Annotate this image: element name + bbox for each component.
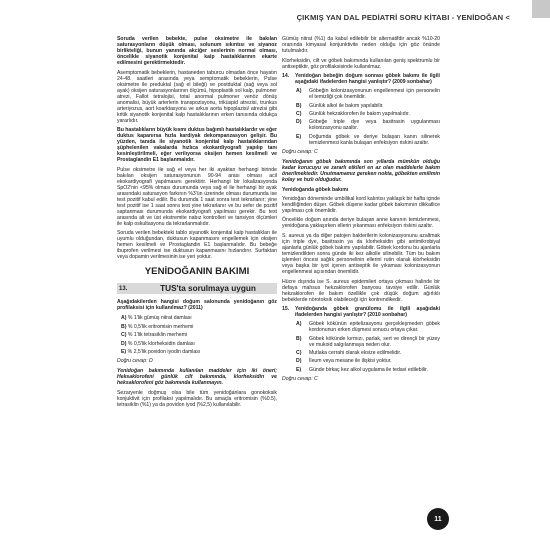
corner-tab xyxy=(532,0,550,18)
option-c: C) % 1'lik tetrasiklin merhemi xyxy=(121,332,188,339)
option-b: B) % 0,5'lik eritromisin merhemi xyxy=(121,323,194,330)
correct-answer: Doğru cevap: C xyxy=(282,148,318,155)
option-a: A) % 1'lik gümüş nitrat damlası xyxy=(121,314,192,321)
question-text: Yenidoğan bebeğin doğum sonrası göbek bakımı ile ilgili aşağıdaki ifadelerden hangisi yanlıştır? (2009 sonbahar) xyxy=(295,73,440,86)
question-banner xyxy=(117,283,277,294)
option-a: A) Göbeğin kolonizasyonunun engellenmesi için personelin el temizliği çok önemlidir. xyxy=(296,88,440,101)
option-a: A) Göbek kökünün epitelizasyonu gerçekleşmeden göbek kordonunun erken düşmesi sonucu ortaya çıkar. xyxy=(296,321,440,334)
correct-answer: Doğru cevap: C xyxy=(282,375,318,382)
correct-answer: Doğru cevap: D xyxy=(117,358,153,365)
page-number: 11 xyxy=(434,515,442,523)
explanation-paragraph: Yenidoğanın göbek bakımında son yıllarda mümkün olduğu kadar korucuyu ve zararlı etkileri en az olan maddelerle bakım önerilmektedir. Unutmamamız gereken nokta, göbekten emilimin kolay ve hızlı olduğudur. xyxy=(282,158,440,183)
subheading: Yenidoğanda göbek bakımı xyxy=(282,186,349,193)
explanation-paragraph: Klorheksidin, cilt ve göbek bakımında kullanılan geniş spektrumlu bir antiseptiktir, göz profilaksisinde kullanılmaz. xyxy=(282,57,440,70)
explanation-paragraph: Yenidoğan döneminde umbilikal kord kalıntısı yaklaşık bir hafta içinde kendiliğinden düşer. Göbek düşene kadar göbek bakımının dikkatlice yapılması çok önemlidir. xyxy=(282,195,440,214)
right-column xyxy=(282,36,440,386)
section-title: YENİDOĞANIN BAKIMI xyxy=(144,266,250,278)
header-title: ÇIKMIŞ YAN DAL PEDİATRİ SORU KİTABI - YENİDOĞAN xyxy=(296,13,504,22)
question-number: 15. xyxy=(282,306,290,313)
option-e: E) Günde birkaç kez alkol uygulama ile tedavi edilebilir. xyxy=(296,366,428,373)
explanation-paragraph: Yenidoğan bakımında kullanılan maddeler için iki öneri; Heksaklorofeni günlük cilt bakımında, klorheksidin ve heksaklorofeni göz bakımında kullanmayın. xyxy=(117,368,277,387)
option-c: C) Günlük hekzaklorofen ile bakım yapılmalıdır. xyxy=(296,110,410,117)
explanation-paragraph: Asemptomatik bebeklerin, hastaneden taburcu olmadan önce hayatın 24-48. saatleri arasında yeya semptomatik bebeklerin, Pulse oksimetre ile preduktal (sağ el bileği) ve postduktal (sağ veya sol ayak) oksijen saturasyonlarının ölçümü, hipoplastik sol kalp, pulmoner atrezi, Fallot tetralojisi, total anormal pulmoner venöz dönüş anomalisi, büyük arterlerin transpozisyonu, triküspid atrezisi, trunkus arteriyozus, aort koarktasyonu ve arkus aorta hipoplazisi/ atrezisi gibi kritik siyanotik konjenital kalp hastalıklarının erken tanısında oldukça yararlıdır. xyxy=(117,69,277,124)
explanation-paragraph: S. aureus ya da diğer patojen bakterilerin kolonizasyonunu azaltmak için triple dye, basitrasin ya da klorheksidin gibi antimikrobiyal ajanlarla günlük göbek bakımı yapılabilir. Göbek kordonu bu ajanlarla temizlendikten sonra günde iki kez alkolle silinebilir. Tüm bu bakım işlemleri öncesi sağlık personelinin ellerini rutin olarak klorheksidin veya başka bir iyot içeren antiseptik ile yıkaması kolonizasyonun engellenmesi açısından önemlidir. xyxy=(282,232,440,275)
question-15 xyxy=(282,306,440,318)
question-banner-label: TUS'ta sorulmaya uygun xyxy=(160,283,256,293)
page-number-badge xyxy=(427,508,449,530)
question-number: 13. xyxy=(119,285,128,292)
option-e: E) Doğumda göbek ve deriye bulaşan kanın silinerek temizlenmesi kanla bulaşan enfeksiyon riskini azaltır. xyxy=(296,133,440,146)
option-d: D) % 0,5'lik klorheksidin damlası xyxy=(121,340,195,347)
left-column xyxy=(117,36,277,412)
explanation-paragraph: Soruda verilen bebekteki tablo siyanotik konjenital kalp hastalıkları ile uyumlu olduğundan, duktusun kapanmasını engellemek için oksijen hemen kesilmeli ve Prostaglandin E1 başlanmalıdır. Bu bebeğe ibuprofen verilmesi ise duktusun kapanmasını hızlandırır. Surfaktan veya dopamin verilmesinin ise yeri yoktur. xyxy=(117,230,277,261)
explanation-paragraph: Öncelikle doğum anında deriye bulaşan anne kanının temizlenmesi, yenidoğana yaklaşırken ellerin yıkanması enfeksiyon riskini azaltır. xyxy=(282,217,440,230)
running-header xyxy=(297,13,510,22)
option-e: E) % 2,5'lik povidon iyodin damlası xyxy=(121,349,201,356)
option-b: B) Günlük alkol ile bakım yapılabilir. xyxy=(296,102,384,109)
question-text: Yenidoğanda göbek granülomu ile ilgili aşağıdaki ifadelerden hangisi yanlıştır? (2010 sonbahar) xyxy=(295,306,440,319)
option-d: D) İleum veya mesane ile ilişkisi yoktur. xyxy=(296,358,392,365)
option-b: B) Göbek kökünde kırmızı, parlak, sert ve dirençli bir yüzey ve mukoid salgılanmaya neden olur. xyxy=(296,335,440,348)
explanation-paragraph: Sezaryenle doğmuş olsa bile tüm yenidoğanlara gonokoksik konjuktivit için profilaksi yapılmalıdır. Bu amaçla eritromisin (%0.5), tetrasiklin (%1) ya da povidon iyod (%2,5) kullanılabilir. xyxy=(117,389,277,408)
question-text: Aşağıdakilerden hangisi doğum salonunda yenidoğanın göz profilaksisi için kullanılmaz? (2011) xyxy=(117,299,277,312)
explanation-paragraph: Pulse oksimetre ile sağ el veya her iki ayaktan herhangi birinde bakılan oksijen saturasyonunun 90-94 arası olması acil ekokardiyografi yapılmasını gerektirir. Herhangi bir lokalizasyonda SpO2'nin <95% olması durumunda veya sağ el ile herhangi bir ayak arasındaki saturasyon farkının %3'ün üzerinde olması durumunda ise test pozitif kabul edilir. Bu durumda 1 saat sonra test tekrarlanır; yine test pozitif ise 1 saat sonra test yine tekrarlanır ve bu sefer de pozitif saptanması durumunda ekokardiyografi yapılması gerekir. Bu test arasında alt ve üst ekstremite nabız kontrolleri ve tansiyon ölçümleri ile kalp oskultasyonu da tekrarlanmalıdır. xyxy=(117,166,277,227)
option-c: C) Mutlaka cerrahi olarak eksize edilmelidir. xyxy=(296,349,402,356)
option-d: D) Göbeğe triple dye veya basitrasin uygulanması kolonizasyonu azaltır. xyxy=(296,119,440,132)
header-arrow-icon: < xyxy=(505,13,510,22)
question-number: 14. xyxy=(282,73,290,80)
question-14 xyxy=(282,73,440,85)
explanation-paragraph: Soruda verilen bebekte, pulse oksimetre ile bakılan saturasyonların düşük olması, solunum sıkıntısı ve siyanoz birlikteliği, bunun yanında akciğer seslerinin normal olması, öncelikle siyanotik konjenital kalp hastalıklarının ekarte edilmesini gerektirmektedir. xyxy=(117,36,277,66)
explanation-paragraph: Hücre dışında ise S. aureus epidemileri ortaya çıkması halinde bir defaya mahsus hekzaklorofen banyosu tavsiye edilir. Günlük hekzaklorofen ile bakım özellikle çok düşük doğum ağırlıklı bebeklerde nörotoksik olabileceği için kontrendikedir. xyxy=(282,278,440,303)
explanation-paragraph: Bu hastalıkların büyük kısmı duktus bağımlı hastalıklardır ve eğer duktus kapanırsa hızla kardiyak dekompanzasyon gelişir. Bu yüzden, tanıda ile siyanotik konjenital kalp hastalıklarından şüphelenilen vakalarda hızlıca ekokardiyografi yapılıp tanı kesinleştirilmeli, eğer verilıyorsa oksijen hemen kesilmeli ve Prostaglandin E1 başlanmalıdır. xyxy=(117,127,277,164)
explanation-paragraph: Gümüş nitrat (%1) da kabul edilebilir bir alternatifdir ancak %10-20 oranında kimyasal konjunktivite neden olduğu için göz önünde tutulmalıdır. xyxy=(282,36,440,54)
